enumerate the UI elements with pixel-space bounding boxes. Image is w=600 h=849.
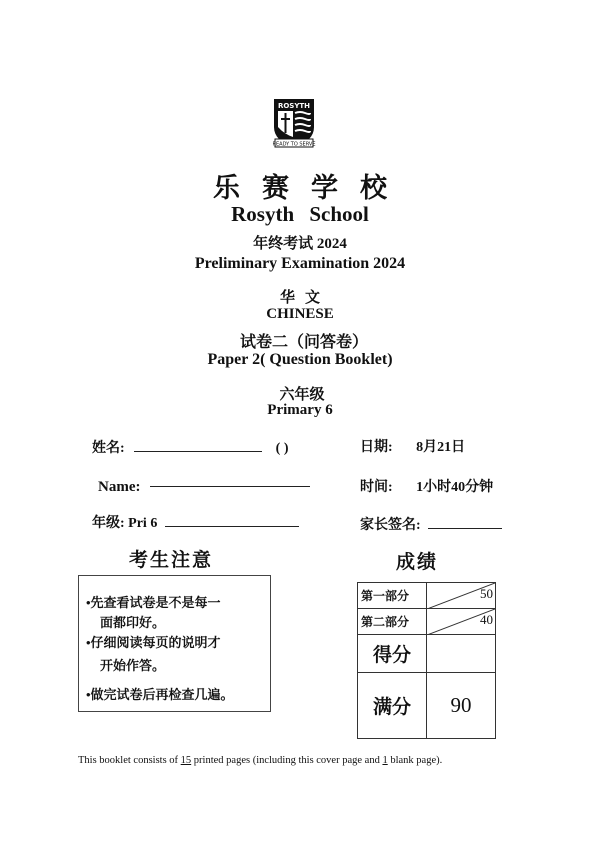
obtained-score-cell[interactable] [427, 635, 496, 673]
part1-score-cell[interactable] [427, 583, 496, 609]
total-label: 满分 [358, 673, 427, 739]
page-count: 15 [180, 755, 192, 766]
score-table [357, 582, 496, 739]
notice-item: •做完试卷后再检查几遍。 [86, 687, 234, 702]
notice-box [78, 575, 271, 712]
score-row-part2 [358, 609, 496, 635]
name-cn-label: 姓名: [92, 441, 125, 456]
date-value: 8月21日 [416, 440, 466, 455]
crest-motto: READY TO SERVE [272, 141, 316, 148]
part2-label: 第二部分 [358, 609, 427, 635]
parent-signature-field [360, 514, 502, 534]
class-field [92, 512, 299, 532]
time-value: 1小时40分钟 [416, 480, 494, 495]
score-heading: 成绩 [396, 552, 439, 573]
paper-title-chinese: 试卷二（问答卷） [239, 334, 368, 351]
level-chinese: 六年级 [279, 387, 325, 403]
name-cn-input-line[interactable] [134, 451, 262, 452]
school-name-chinese: 乐赛学校 [213, 173, 409, 203]
exam-title-english: Preliminary Examination 2024 [194, 255, 406, 272]
index-number-brackets[interactable]: ( ) [275, 441, 289, 456]
name-en-field [98, 479, 310, 496]
subject-english: CHINESE [266, 306, 334, 322]
notice-item: •先查看试卷是不是每一 面都印好。 [86, 595, 221, 630]
date-label: 日期: [360, 440, 393, 455]
score-row-part1 [358, 583, 496, 609]
score-row-obtained [358, 635, 496, 673]
total-value: 90 [427, 673, 496, 739]
paper-title-english: Paper 2( Question Booklet) [207, 351, 393, 368]
part2-score-cell[interactable] [427, 609, 496, 635]
page-count-note: This booklet consists of 15 printed pages (including this cover page and 1 blank page). [78, 755, 443, 766]
obtained-label: 得分 [358, 635, 427, 673]
name-en-label: Name: [98, 479, 141, 495]
time-label: 时间: [360, 480, 393, 495]
name-en-input-line[interactable] [150, 486, 310, 487]
name-cn-field [92, 437, 289, 457]
school-name-english: Rosyth School [231, 202, 369, 226]
class-input-line[interactable] [165, 526, 299, 527]
part1-label: 第一部分 [358, 583, 427, 609]
notice-item: •仔细阅读每页的说明才 开始作答。 [86, 635, 221, 673]
class-label: 年级: Pri 6 [92, 516, 158, 531]
subject-chinese: 华文 [279, 290, 330, 306]
level-english: Primary 6 [267, 402, 333, 418]
exam-title-chinese: 年终考试 2024 [253, 236, 347, 252]
time-field [360, 476, 493, 496]
notice-heading: 考生注意 [129, 550, 214, 571]
parent-signature-label: 家长签名: [360, 518, 421, 533]
date-field [360, 436, 465, 456]
part2-max: 40 [480, 612, 493, 627]
crest-text: ROSYTH [277, 102, 311, 110]
school-crest [272, 97, 316, 149]
score-row-total [358, 673, 496, 739]
parent-signature-line[interactable] [428, 528, 502, 529]
part1-max: 50 [480, 586, 493, 601]
blank-page-count: 1 [382, 755, 388, 766]
